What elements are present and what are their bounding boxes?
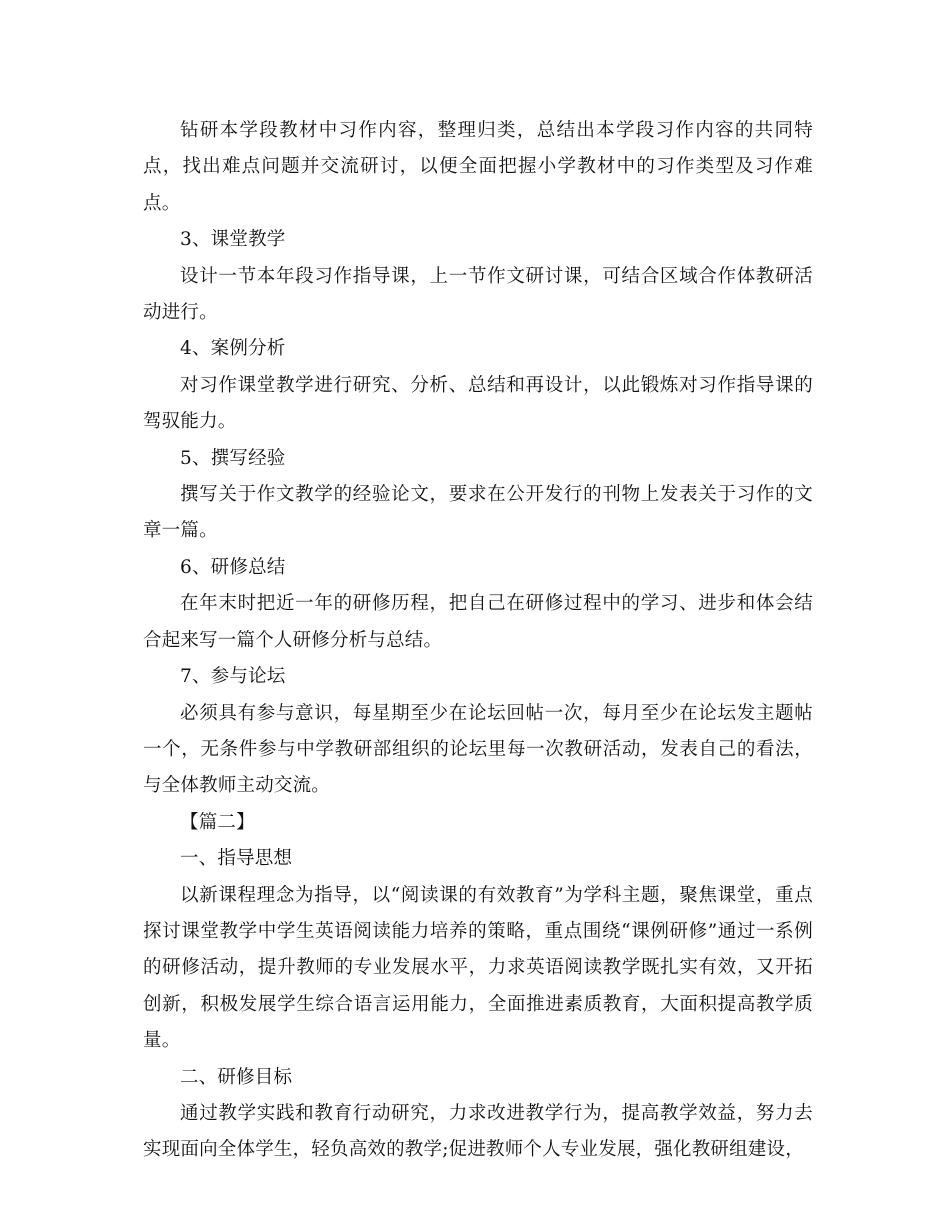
- paragraph-textbook-study: 钻研本学段教材中习作内容，整理归类，总结出本学段习作内容的共同特点，找出难点问题并交流研讨，以便全面把握小学教材中的习作类型及习作难点。: [143, 120, 813, 214]
- heading-forum-participation: 7、参与论坛: [180, 666, 286, 688]
- heading-case-analysis: 4、案例分析: [180, 338, 286, 360]
- heading-study-goals: 二、研修目标: [180, 1066, 293, 1088]
- heading-writing-experience: 5、撰写经验: [180, 447, 286, 469]
- paragraph-case-analysis: 对习作课堂教学进行研究、分析、总结和再设计，以此锻炼对习作指导课的驾驭能力。: [143, 374, 813, 433]
- section-title-part-two: 【篇二】: [180, 811, 255, 833]
- document-body: [143, 113, 813, 1169]
- paragraph-writing-experience: 撰写关于作文教学的经验论文，要求在公开发行的刊物上发表关于习作的文章一篇。: [143, 484, 813, 542]
- paragraph-study-goals: 通过教学实践和教育行动研究，力求改进教学行为，提高教学效益，努力去实现面向全体学生，轻负高效的教学;促进教师个人专业发展，强化教研组建设，: [143, 1102, 813, 1161]
- paragraph-forum-participation: 必须具有参与意识，每星期至少在论坛回帖一次，每月至少在论坛发主题帖一个，无条件参与中学教研部组织的论坛里每一次教研活动，发表自己的看法，与全体教师主动交流。: [143, 702, 813, 797]
- heading-guiding-ideology: 一、指导思想: [180, 848, 293, 870]
- paragraph-guiding-ideology: 以新课程理念为指导，以“阅读课的有效教育”为学科主题，聚焦课堂，重点探讨课堂教学中学生英语阅读能力培养的策略，重点围绕“课例研修”通过一系例的研修活动，提升教师的专业发展水平，力求英语阅读教学既扎实有效，又开拓创新，积极发展学生综合语言运用能力，全面推进素质教育，大面积提高教学质量。: [143, 884, 813, 1052]
- heading-study-summary: 6、研修总结: [180, 556, 286, 578]
- paragraph-study-summary: 在年末时把近一年的研修历程，把自己在研修过程中的学习、进步和体会结合起来写一篇个人研修分析与总结。: [143, 593, 813, 651]
- heading-classroom-teaching: 3、课堂教学: [180, 229, 286, 251]
- paragraph-classroom-teaching: 设计一节本年段习作指导课，上一节作文研讨课，可结合区域合作体教研活动进行。: [143, 265, 813, 324]
